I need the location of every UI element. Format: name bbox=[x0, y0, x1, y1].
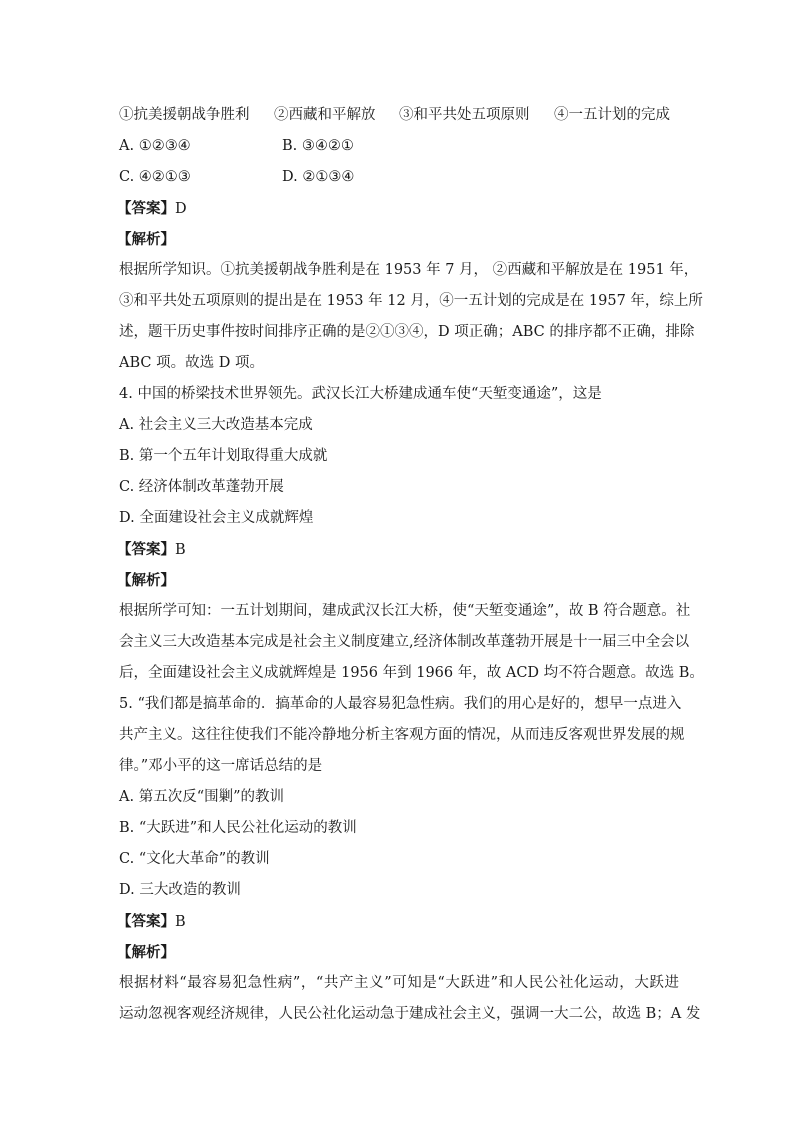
q4-analysis-heading bbox=[119, 565, 679, 596]
q3-items-row bbox=[119, 100, 679, 131]
q3-answer bbox=[119, 193, 679, 224]
q4-analysis-line: 根据所学可知：一五计划期间，建成武汉长江大桥，使“天堑变通途”，故 B 符合题意。社 bbox=[119, 603, 691, 619]
q3-option-b: B. ③④②① bbox=[282, 138, 354, 154]
q3-item-1: ①抗美援朝战争胜利 bbox=[119, 107, 250, 123]
q5-stem-line: 律。”邓小平的这一席话总结的是 bbox=[119, 758, 323, 774]
q4-option-a: A. 社会主义三大改造基本完成 bbox=[119, 417, 313, 433]
q3-item-2: ②西藏和平解放 bbox=[274, 107, 376, 123]
q3-option-d: D. ②①③④ bbox=[282, 169, 355, 185]
q3-options-row-2 bbox=[119, 162, 679, 193]
q5-analysis-line: 运动忽视客观经济规律，人民公社化运动急于建成社会主义，强调一大二公，故选 B；A 发 bbox=[119, 1006, 701, 1022]
q5-answer-label: 【答案】 bbox=[117, 913, 175, 930]
q5-option-a: A. 第五次反“围剿”的教训 bbox=[119, 789, 285, 805]
q3-analysis-line: ③和平共处五项原则的提出是在 1953 年 12 月，④一五计划的完成是在 1957 年，综上所 bbox=[119, 293, 703, 309]
q3-answer-label: 【答案】 bbox=[117, 200, 175, 217]
q4-analysis-line: 会主义三大改造基本完成是社会主义制度建立,经济体制改革蓬勃开展是十一届三中全会以 bbox=[119, 634, 690, 650]
q5-option-c: C. “文化大革命”的教训 bbox=[119, 851, 270, 867]
q4-analysis-line: 后，全面建设社会主义成就辉煌是 1956 年到 1966 年，故 ACD 均不符合题意。故选 B。 bbox=[119, 665, 704, 681]
q4-answer bbox=[119, 534, 679, 565]
q3-analysis-line: 根据所学知识。①抗美援朝战争胜利是在 1953 年 7 月， ②西藏和平解放是在 1951 年， bbox=[119, 262, 699, 278]
q3-analysis-heading bbox=[119, 224, 679, 255]
q4-stem: 4. 中国的桥梁技术世界领先。武汉长江大桥建成通车使“天堑变通途”，这是 bbox=[119, 386, 602, 402]
q5-analysis-line: 根据材料“最容易犯急性病”，“共产主义”可知是“大跃进”和人民公社化运动，大跃进 bbox=[119, 975, 679, 991]
q5-stem-line: 5. “我们都是搞革命的．搞革命的人最容易犯急性病。我们的用心是好的，想早一点进入 bbox=[119, 696, 682, 712]
q5-analysis-heading bbox=[119, 937, 679, 968]
q3-analysis-line: ABC 项。故选 D 项。 bbox=[119, 355, 264, 371]
q3-options-row-1 bbox=[119, 131, 679, 162]
q5-option-d: D. 三大改造的教训 bbox=[119, 882, 241, 898]
q3-option-a: A. ①②③④ bbox=[119, 138, 191, 154]
q5-answer-value: B bbox=[175, 914, 186, 930]
q4-answer-label: 【答案】 bbox=[117, 541, 175, 558]
q5-option-b: B. “大跃进”和人民公社化运动的教训 bbox=[119, 820, 357, 836]
q4-analysis-label: 【解析】 bbox=[117, 572, 175, 589]
q3-answer-value: D bbox=[175, 201, 187, 217]
q4-answer-value: B bbox=[175, 542, 186, 558]
q3-analysis-line: 述，题干历史事件按时间排序正确的是②①③④，D 项正确；ABC 的排序都不正确，排除 bbox=[119, 324, 695, 340]
q3-item-4: ④一五计划的完成 bbox=[554, 107, 670, 123]
q4-option-b: B. 第一个五年计划取得重大成就 bbox=[119, 448, 328, 464]
q3-option-c: C. ④②①③ bbox=[119, 169, 191, 185]
q5-answer bbox=[119, 906, 679, 937]
q4-option-c: C. 经济体制改革蓬勃开展 bbox=[119, 479, 284, 495]
q3-analysis-label: 【解析】 bbox=[117, 231, 175, 248]
document-content bbox=[117, 100, 704, 1030]
q5-stem-line: 共产主义。这往往使我们不能冷静地分析主客观方面的情况，从而违反客观世界发展的规 bbox=[119, 727, 685, 743]
q3-item-3: ③和平共处五项原则 bbox=[399, 107, 530, 123]
q5-analysis-label: 【解析】 bbox=[117, 944, 175, 961]
q4-option-d: D. 全面建设社会主义成就辉煌 bbox=[119, 510, 314, 526]
